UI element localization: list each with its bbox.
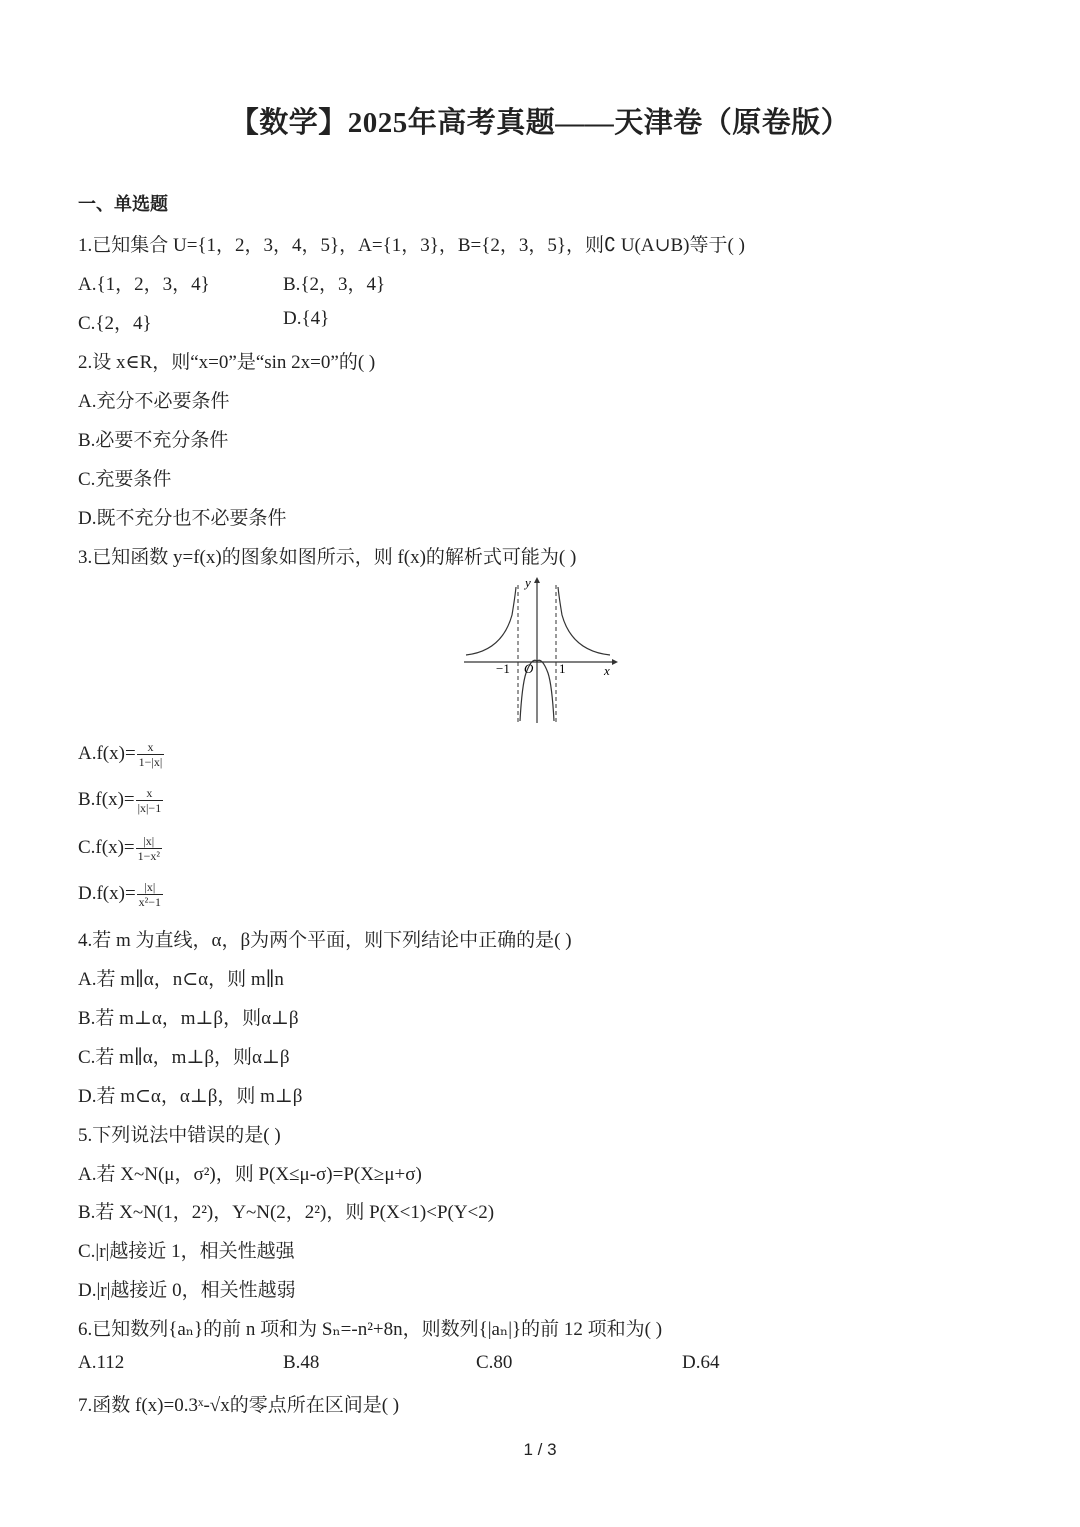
fraction-numerator: x [137, 740, 165, 755]
fraction-numerator: |x| [136, 834, 162, 849]
question-2-option-c: C.充要条件 [78, 469, 172, 490]
question-2-stem: 2.设 x∈R，则“x=0”是“sin 2x=0”的( ) [78, 352, 376, 373]
fraction-denominator: x²−1 [138, 895, 162, 909]
question-3-option-d [78, 880, 163, 909]
curve-left-branch [466, 587, 516, 655]
fraction-numerator: x [136, 786, 164, 801]
option-c-fraction [136, 834, 162, 863]
question-3-option-a [78, 740, 164, 769]
question-2-option-d: D.既不充分也不必要条件 [78, 508, 287, 529]
option-a-fraction [137, 740, 165, 769]
section-heading: 一、单选题 [78, 194, 168, 215]
tick-label-neg1: −1 [496, 661, 510, 676]
fraction-numerator: |x| [137, 880, 163, 895]
question-4-option-a: A.若 m∥α，n⊂α，则 m∥n [78, 969, 284, 990]
x-axis-label: x [604, 663, 610, 678]
question-1-option-c: C.{2，4} [78, 313, 152, 334]
question-4-option-c: C.若 m∥α，m⊥β，则α⊥β [78, 1047, 290, 1068]
question-2-option-b: B.必要不充分条件 [78, 430, 229, 451]
question-1-option-d: D.{4} [283, 308, 330, 329]
page-number: 1 / 3 [523, 1440, 557, 1459]
function-graph [462, 575, 618, 725]
fraction-denominator: 1−|x| [138, 755, 163, 769]
option-b-prefix: B.f(x)= [78, 788, 135, 810]
question-3-option-b [78, 786, 163, 815]
question-3-option-c [78, 834, 162, 863]
fraction-denominator: 1−x² [137, 849, 160, 863]
question-6-option-b: B.48 [283, 1352, 320, 1373]
y-axis-label: y [525, 575, 531, 590]
option-d-prefix: D.f(x)= [78, 882, 136, 904]
question-6-stem: 6.已知数列{aₙ}的前 n 项和为 Sₙ=-n²+8n，则数列{|aₙ|}的前 12 项和为( ) [78, 1319, 663, 1340]
question-4-option-d: D.若 m⊂α，α⊥β，则 m⊥β [78, 1086, 303, 1107]
x-axis-arrow [612, 659, 618, 665]
question-2-option-a: A.充分不必要条件 [78, 391, 230, 412]
question-5-option-c: C.|r|越接近 1，相关性越强 [78, 1241, 295, 1262]
question-5-option-d: D.|r|越接近 0，相关性越弱 [78, 1280, 296, 1301]
y-axis-arrow [534, 577, 540, 583]
fraction-denominator: |x|−1 [137, 801, 162, 815]
question-5-option-b: B.若 X~N(1，2²)，Y~N(2，2²)，则 P(X<1)<P(Y<2) [78, 1202, 495, 1223]
question-1-option-b: B.{2，3，4} [283, 274, 386, 295]
option-b-fraction [136, 786, 164, 815]
question-4-option-b: B.若 m⊥α，m⊥β，则α⊥β [78, 1008, 299, 1029]
curve-right-branch [558, 587, 610, 655]
question-6-option-d: D.64 [682, 1352, 720, 1373]
question-6-option-a: A.112 [78, 1352, 125, 1373]
option-d-fraction [137, 880, 163, 909]
question-3-stem: 3.已知函数 y=f(x)的图象如图所示，则 f(x)的解析式可能为( ) [78, 547, 577, 568]
question-5-stem: 5.下列说法中错误的是( ) [78, 1125, 281, 1146]
question-6-option-c: C.80 [476, 1352, 513, 1373]
origin-label: O [524, 661, 534, 676]
question-1-stem: 1.已知集合 U={1，2，3，4，5}，A={1，3}，B={2，3，5}，则∁ U(A∪B)等于( ) [78, 235, 745, 256]
question-5-option-a: A.若 X~N(μ，σ²)，则 P(X≤μ-σ)=P(X≥μ+σ) [78, 1164, 422, 1185]
tick-label-1: 1 [559, 661, 566, 676]
document-title: 【数学】2025年高考真题——天津卷（原卷版） [229, 107, 851, 139]
question-7-stem: 7.函数 f(x)=0.3ˣ-√x的零点所在区间是( ) [78, 1395, 400, 1416]
question-1-option-a: A.{1，2，3，4} [78, 274, 210, 295]
option-a-prefix: A.f(x)= [78, 742, 136, 764]
option-c-prefix: C.f(x)= [78, 836, 135, 858]
question-4-stem: 4.若 m 为直线，α，β为两个平面，则下列结论中正确的是( ) [78, 930, 572, 951]
